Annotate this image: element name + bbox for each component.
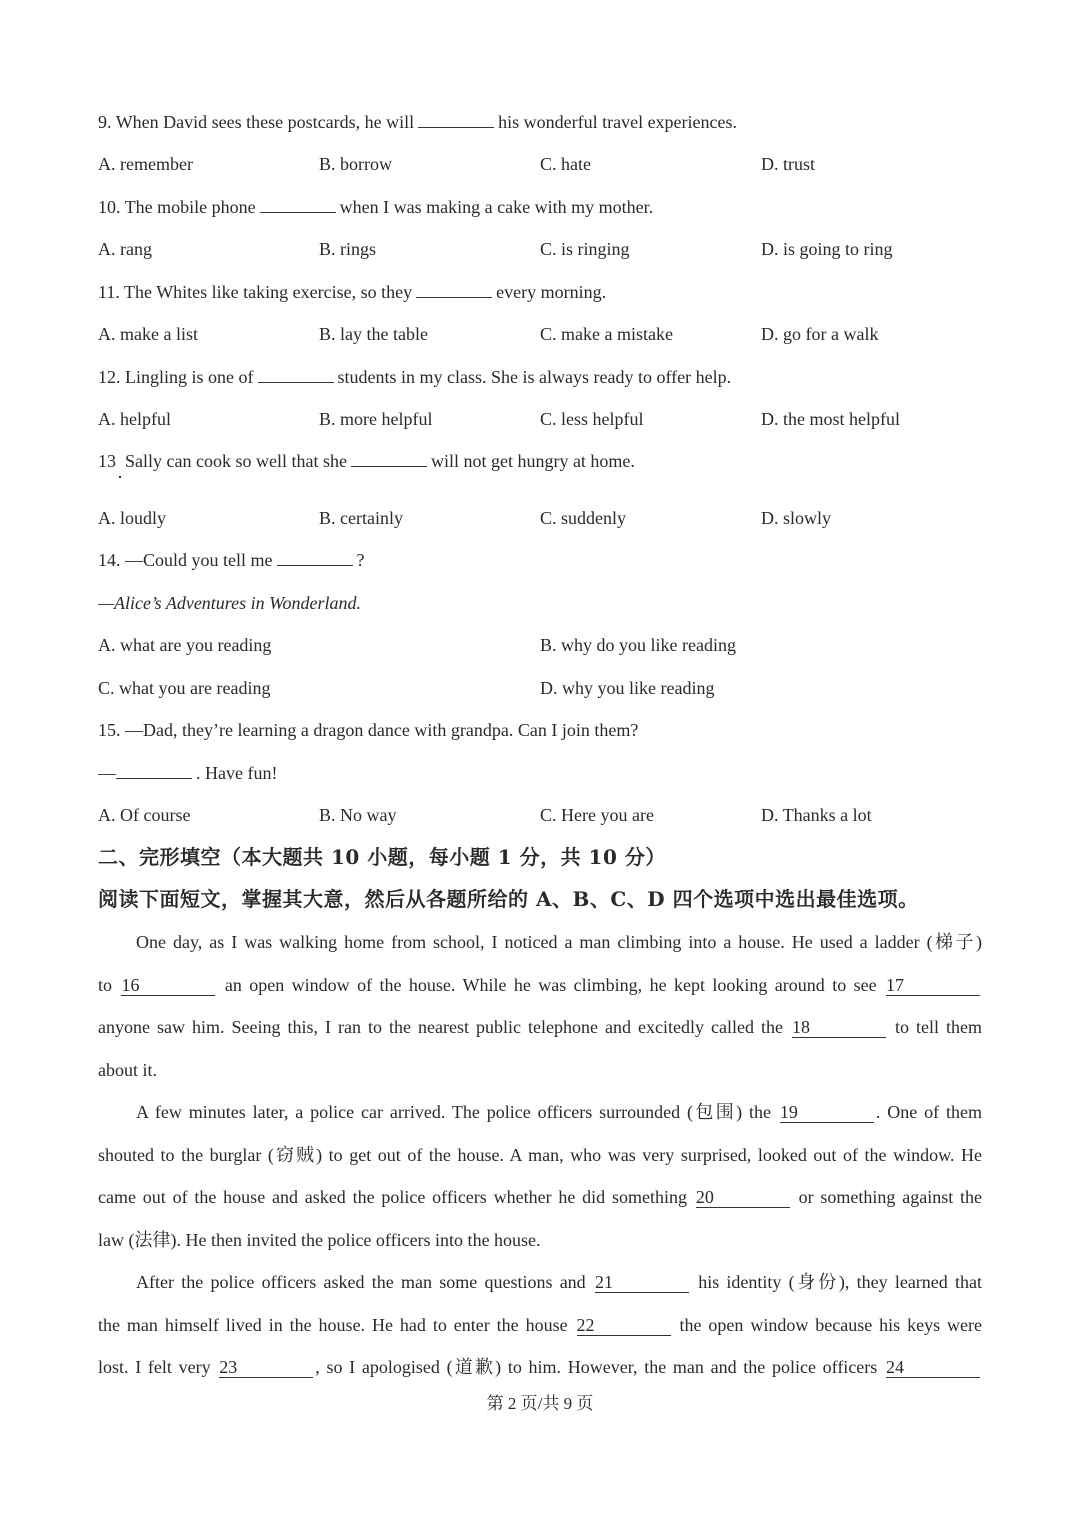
question-number: 12. (98, 367, 121, 387)
option-d[interactable]: D. go for a walk (761, 324, 879, 344)
option-b[interactable]: B. why do you like reading (540, 635, 736, 655)
option-c[interactable]: C. make a mistake (540, 324, 673, 344)
passage-line: lost. I felt very 23 , so I apologised (道歉) to him. However, the man and the police officers 24 (98, 1355, 982, 1379)
option-d[interactable]: D. trust (761, 154, 815, 174)
option-a[interactable]: A. rang (98, 239, 152, 259)
passage-line: anyone saw him. Seeing this, I ran to the nearest public telephone and excitedly called the 18 to tell them (98, 1017, 983, 1037)
option-b[interactable]: B. borrow (319, 154, 392, 174)
option-a[interactable]: A. make a list (98, 324, 198, 344)
section-instruction: 阅读下面短文，掌握其大意，然后从各题所给的 A、B、C、D 四个选项中选出最佳选项。 (98, 887, 919, 911)
option-a[interactable]: A. remember (98, 154, 193, 174)
passage-line: the man himself lived in the house. He had to enter the house 22 the open window because his keys were (98, 1315, 983, 1335)
answer-blank[interactable] (258, 365, 334, 383)
answer-blank[interactable] (416, 280, 492, 298)
option-a[interactable]: A. Of course (98, 805, 191, 825)
option-a[interactable]: A. helpful (98, 409, 171, 429)
passage-line: shouted to the burglar (窃贼) to get out of the house. A man, who was very surprised, looked out of the window. He (98, 1145, 982, 1165)
option-b[interactable]: B. No way (319, 805, 397, 825)
option-c[interactable]: C. is ringing (540, 239, 630, 259)
cloze-blank-19[interactable]: 19 (780, 1102, 874, 1123)
question-13-stem: 13 Sally can cook so well that she will not get hungry at home. (98, 451, 635, 471)
passage-line: came out of the house and asked the police officers whether he did something 20 or something against the (98, 1187, 983, 1207)
section-title: 二、完形填空（本大题共 10 小题，每小题 1 分，共 10 分） (98, 845, 666, 869)
option-c[interactable]: C. less helpful (540, 409, 644, 429)
question-9-stem: 9. When David sees these postcards, he will his wonderful travel experiences. (98, 112, 738, 132)
cloze-blank-17[interactable]: 17 (886, 975, 980, 996)
question-10-stem: 10. The mobile phone when I was making a cake with my mother. (98, 197, 654, 217)
answer-blank[interactable] (260, 195, 336, 213)
cloze-blank-23[interactable]: 23 (219, 1357, 313, 1378)
option-c[interactable]: C. suddenly (540, 508, 627, 528)
option-d[interactable]: D. the most helpful (761, 409, 900, 429)
option-d[interactable]: D. is going to ring (761, 239, 893, 259)
question-15-reply: — . Have fun! (98, 763, 278, 783)
question-number: 10. (98, 197, 121, 217)
passage-line: One day, as I was walking home from school, I noticed a man climbing into a house. He used a ladder (梯子) (136, 932, 982, 952)
option-a[interactable]: A. loudly (98, 508, 167, 528)
question-11-stem: 11. The Whites like taking exercise, so they every morning. (98, 282, 607, 302)
option-b[interactable]: B. certainly (319, 508, 403, 528)
cloze-blank-16[interactable]: 16 (121, 975, 215, 996)
option-d[interactable]: D. slowly (761, 508, 832, 528)
answer-blank[interactable] (116, 761, 192, 779)
passage-line: After the police officers asked the man some questions and 21 his identity (身份), they learned that (136, 1272, 983, 1292)
question-number: 14. (98, 550, 121, 570)
option-c[interactable]: C. what you are reading (98, 678, 271, 698)
answer-blank[interactable] (277, 548, 353, 566)
option-d[interactable]: D. why you like reading (540, 678, 715, 698)
answer-blank[interactable] (418, 110, 494, 128)
cloze-blank-18[interactable]: 18 (792, 1017, 886, 1038)
question-14-stem: 14. —Could you tell me ? (98, 550, 365, 570)
passage-line: A few minutes later, a police car arrived. The police officers surrounded (包围) the 19 . One of them (136, 1102, 982, 1122)
question-number: 13 (98, 451, 116, 471)
cloze-blank-24[interactable]: 24 (886, 1357, 980, 1378)
question-number: 11. (98, 282, 120, 302)
passage-line: to 16 an open window of the house. While he was climbing, he kept looking around to see 17 (98, 973, 982, 997)
answer-blank[interactable] (351, 449, 427, 467)
option-c[interactable]: C. Here you are (540, 805, 654, 825)
question-number: 9. (98, 112, 112, 132)
option-c[interactable]: C. hate (540, 154, 591, 174)
question-12-stem: 12. Lingling is one of students in my class. She is always ready to offer help. (98, 367, 732, 387)
option-d[interactable]: D. Thanks a lot (761, 805, 872, 825)
question-15-stem: 15. —Dad, they’re learning a dragon dance with grandpa. Can I join them? (98, 720, 639, 740)
page-footer: 第 2 页/共 9 页 (486, 1394, 594, 1413)
cloze-blank-20[interactable]: 20 (696, 1187, 790, 1208)
question-number: 15. (98, 720, 121, 740)
option-a[interactable]: A. what are you reading (98, 635, 272, 655)
stray-dot (119, 476, 121, 478)
question-14-reply: —Alice’s Adventures in Wonderland. (98, 593, 361, 613)
option-b[interactable]: B. rings (319, 239, 377, 259)
option-b[interactable]: B. lay the table (319, 324, 428, 344)
cloze-blank-21[interactable]: 21 (595, 1272, 689, 1293)
passage-line: law (法律). He then invited the police officers into the house. (98, 1230, 541, 1250)
passage-line: about it. (98, 1060, 157, 1080)
cloze-passage (98, 930, 982, 1390)
option-b[interactable]: B. more helpful (319, 409, 433, 429)
cloze-blank-22[interactable]: 22 (577, 1315, 671, 1336)
